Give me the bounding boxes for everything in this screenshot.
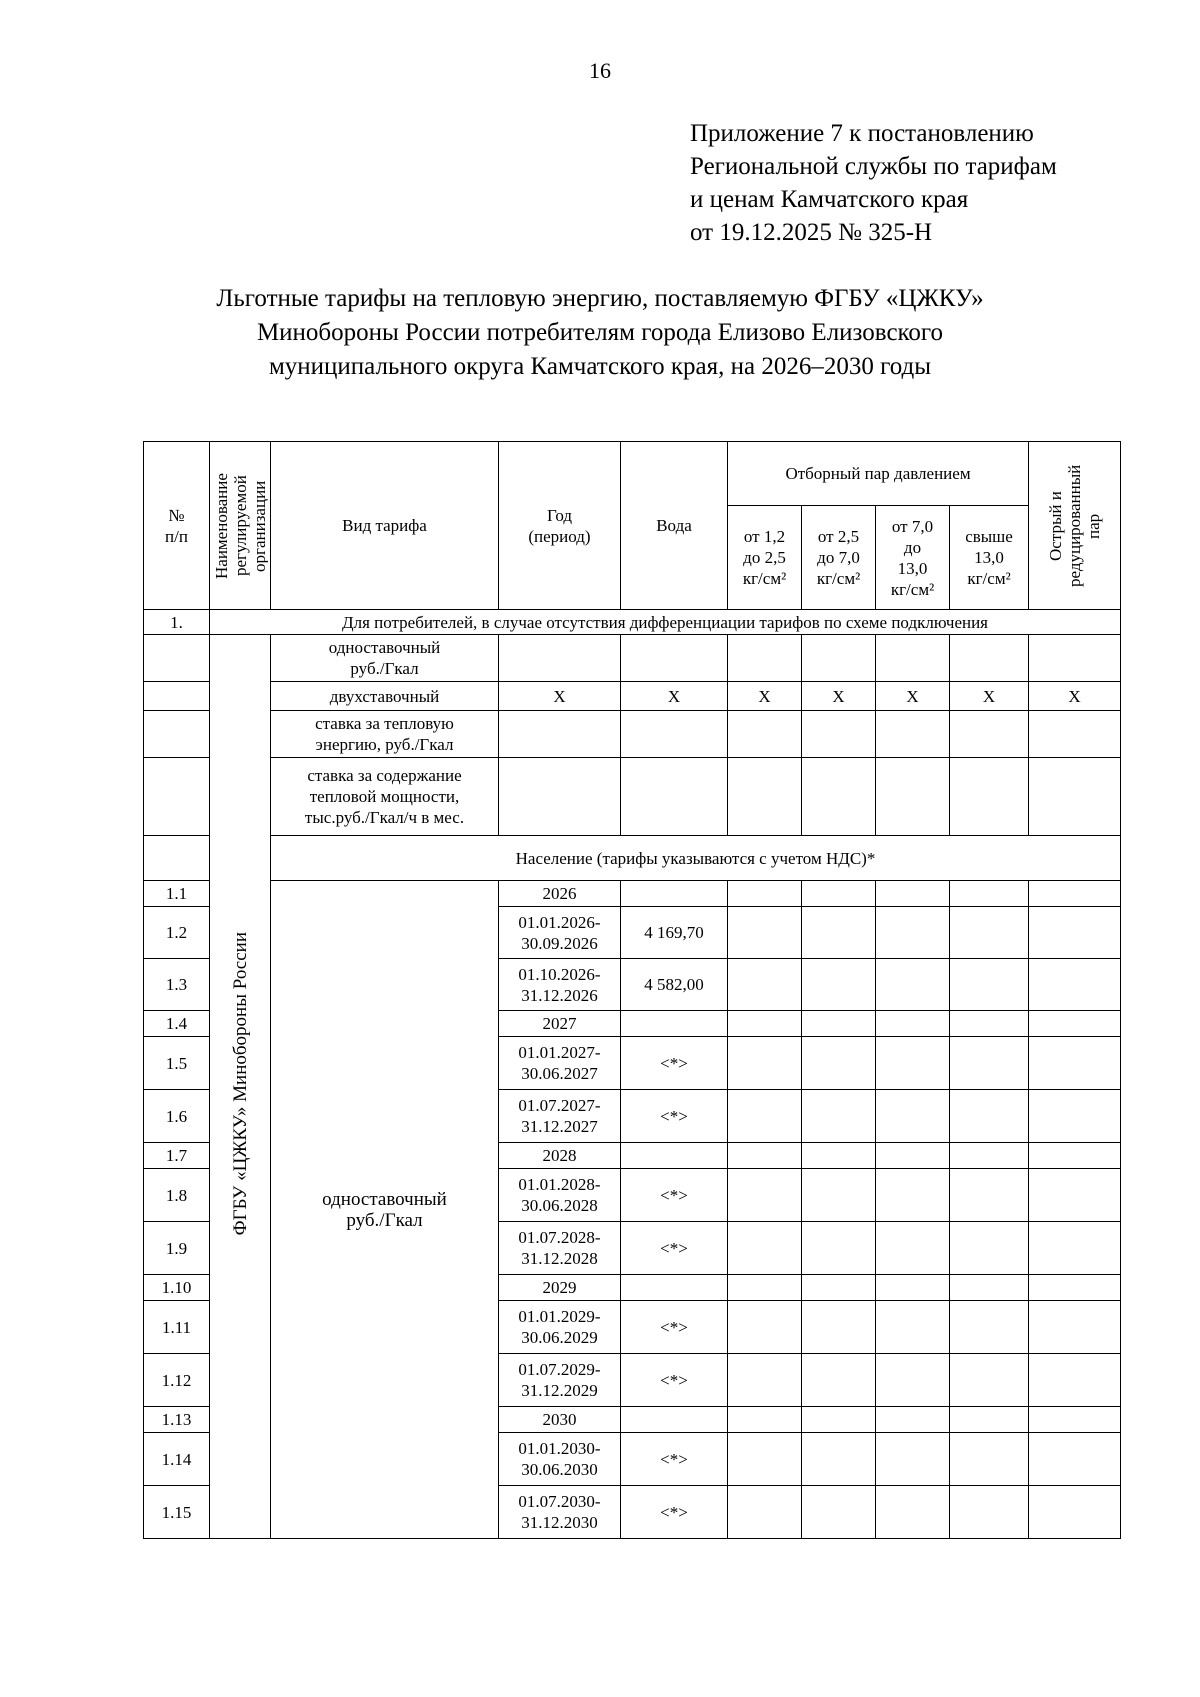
table-cell [1029, 711, 1121, 758]
table-cell [876, 1011, 950, 1037]
table-cell [1029, 1301, 1121, 1354]
row-num: 1.6 [144, 1090, 210, 1143]
table-cell [876, 1090, 950, 1143]
water-value [621, 1011, 728, 1037]
period-range [499, 1433, 621, 1486]
table-cell [728, 1301, 802, 1354]
table-cell [876, 758, 950, 836]
org-name-cell [210, 635, 271, 1539]
table-cell [728, 907, 802, 959]
x-mark: Х [876, 682, 950, 711]
table-cell [1029, 959, 1121, 1011]
table-cell [802, 1407, 876, 1433]
period-end: 30.06.2030 [521, 1460, 598, 1479]
table-cell [728, 881, 802, 907]
period-start: 01.07.2029- [518, 1360, 601, 1379]
x-mark: Х [621, 682, 728, 711]
water-value: <*> [621, 1037, 728, 1090]
table-cell [1029, 1486, 1121, 1539]
table-cell [950, 758, 1029, 836]
x-mark: Х [728, 682, 802, 711]
tariff-capacity-rate: ставка за содержание тепловой мощности, тыс.руб./Гкал/ч в мес. [271, 758, 499, 836]
water-value: 4 169,70 [621, 907, 728, 959]
table-cell [802, 1037, 876, 1090]
header-steam-1: от 1,2 до 2,5 кг/см² [728, 506, 802, 610]
table-cell [1029, 635, 1121, 682]
table-cell [802, 881, 876, 907]
water-value [621, 1275, 728, 1301]
page-number: 16 [589, 58, 611, 83]
table-cell [950, 1275, 1029, 1301]
period-end: 31.12.2028 [521, 1249, 598, 1268]
table-cell [802, 907, 876, 959]
table-cell [144, 758, 210, 836]
x-mark: Х [1029, 682, 1121, 711]
table-cell [499, 635, 621, 682]
table-cell [1029, 1143, 1121, 1169]
header-sharp-steam: Острый и редуцированный пар [1029, 442, 1121, 610]
period-year: 2026 [499, 881, 621, 907]
table-cell [728, 1275, 802, 1301]
table-cell [728, 1143, 802, 1169]
period-start: 01.01.2027- [518, 1043, 601, 1062]
water-value: <*> [621, 1433, 728, 1486]
tariff-single-population [271, 881, 499, 1539]
period-end: 31.12.2027 [521, 1117, 598, 1136]
period-range [499, 907, 621, 959]
header-water: Вода [621, 442, 728, 610]
table-cell [802, 711, 876, 758]
table-cell [802, 1222, 876, 1275]
tariff-double: двухставочный [271, 682, 499, 711]
table-cell [876, 1222, 950, 1275]
table-cell [728, 1486, 802, 1539]
row-num: 1.1 [144, 881, 210, 907]
water-value [621, 1407, 728, 1433]
table-cell [802, 1301, 876, 1354]
header-org: Наименование регулируемой организации [210, 442, 271, 610]
table-cell [728, 1011, 802, 1037]
table-cell [1029, 1037, 1121, 1090]
table-cell [802, 1143, 876, 1169]
table-cell [728, 1222, 802, 1275]
table-cell [802, 758, 876, 836]
period-end: 30.06.2029 [521, 1328, 598, 1347]
table-cell [728, 1354, 802, 1407]
table-cell [1029, 1275, 1121, 1301]
period-year: 2029 [499, 1275, 621, 1301]
table-cell [1029, 881, 1121, 907]
table-cell [728, 1433, 802, 1486]
period-start: 01.01.2030- [518, 1439, 601, 1458]
table-cell [144, 635, 210, 682]
table-cell [876, 1433, 950, 1486]
period-year: 2028 [499, 1143, 621, 1169]
table-cell [144, 836, 210, 881]
table-cell [950, 1090, 1029, 1143]
table-cell [802, 1011, 876, 1037]
water-value: <*> [621, 1486, 728, 1539]
appendix-block [690, 117, 1057, 249]
table-cell [876, 1354, 950, 1407]
table-cell [1029, 758, 1121, 836]
table-cell [950, 1169, 1029, 1222]
header-steam-2: от 2,5 до 7,0 кг/см² [802, 506, 876, 610]
period-start: 01.10.2026- [518, 964, 601, 984]
table-cell [728, 1037, 802, 1090]
water-value: <*> [621, 1222, 728, 1275]
header-steam-group: Отборный пар давлением [728, 442, 1029, 506]
period-range [499, 1037, 621, 1090]
row-num: 1.4 [144, 1011, 210, 1037]
table-cell [1029, 1090, 1121, 1143]
table-cell [499, 711, 621, 758]
period-range [499, 1169, 621, 1222]
table-cell [802, 1486, 876, 1539]
row-num: 1.2 [144, 907, 210, 959]
x-mark: Х [950, 682, 1029, 711]
water-value: <*> [621, 1301, 728, 1354]
table-cell [728, 758, 802, 836]
period-start: 01.01.2028- [518, 1175, 601, 1194]
table-cell [950, 1486, 1029, 1539]
table-cell [950, 1143, 1029, 1169]
table-cell [950, 1301, 1029, 1354]
period-range [499, 1354, 621, 1407]
table-cell [950, 711, 1029, 758]
row-num: 1.13 [144, 1407, 210, 1433]
table-cell [499, 758, 621, 836]
section-title: Для потребителей, в случае отсутствия дифференциации тарифов по схеме подключения [210, 610, 1121, 635]
table-cell [950, 1354, 1029, 1407]
table-cell [950, 959, 1029, 1011]
table-cell [621, 635, 728, 682]
table-cell [876, 1301, 950, 1354]
header-steam-3: от 7,0 до 13,0 кг/см² [876, 506, 950, 610]
period-end: 30.06.2028 [521, 1196, 598, 1215]
title-line: Льготные тарифы на тепловую энергию, поставляемую ФГБУ «ЦЖКУ» [216, 285, 984, 312]
table-cell [950, 1011, 1029, 1037]
table-cell [950, 1222, 1029, 1275]
table-cell [1029, 1433, 1121, 1486]
tariff-heat-rate: ставка за тепловую энергию, руб./Гкал [271, 711, 499, 758]
table-cell [728, 1169, 802, 1222]
header-steam-4: свыше 13,0 кг/см² [950, 506, 1029, 610]
period-end: 30.06.2027 [521, 1064, 598, 1083]
table-cell [621, 758, 728, 836]
table-cell [802, 635, 876, 682]
row-num: 1.8 [144, 1169, 210, 1222]
row-num: 1.3 [144, 959, 210, 1011]
table-cell [876, 959, 950, 1011]
table-cell [1029, 1407, 1121, 1433]
period-start: 01.07.2028- [518, 1228, 601, 1247]
table-cell [144, 682, 210, 711]
table-cell [950, 1037, 1029, 1090]
period-year: 2030 [499, 1407, 621, 1433]
water-value [621, 1143, 728, 1169]
row-num: 1.11 [144, 1301, 210, 1354]
table-cell [876, 635, 950, 682]
period-range [499, 1090, 621, 1143]
table-cell [876, 1486, 950, 1539]
period-range [499, 1486, 621, 1539]
title-line: муниципального округа Камчатского края, на 2026–2030 годы [268, 353, 932, 380]
table-cell [1029, 1222, 1121, 1275]
tariff-label-line: одноставочный [322, 1188, 447, 1210]
table-cell [1029, 1169, 1121, 1222]
table-cell [876, 1143, 950, 1169]
water-value [621, 881, 728, 907]
table-cell [876, 711, 950, 758]
x-mark: Х [499, 682, 621, 711]
table-cell [876, 881, 950, 907]
table-cell [950, 1433, 1029, 1486]
period-range [499, 1301, 621, 1354]
section-num: 1. [144, 610, 210, 635]
table-cell [728, 1090, 802, 1143]
table-cell [802, 1275, 876, 1301]
row-num: 1.7 [144, 1143, 210, 1169]
x-mark: Х [802, 682, 876, 711]
period-end: 30.09.2026 [521, 933, 598, 953]
appendix-line: и ценам Камчатского края [690, 186, 969, 213]
period-end: 31.12.2026 [521, 985, 598, 1005]
table-cell [876, 1037, 950, 1090]
table-cell [950, 881, 1029, 907]
table-cell [802, 1090, 876, 1143]
table-cell [802, 1169, 876, 1222]
header-year: Год (период) [499, 442, 621, 610]
period-start: 01.01.2026- [518, 912, 601, 932]
table-cell [621, 711, 728, 758]
table-cell [802, 959, 876, 1011]
tariff-table [143, 441, 1121, 1539]
table-cell [728, 959, 802, 1011]
table-cell [144, 711, 210, 758]
row-num: 1.5 [144, 1037, 210, 1090]
row-num: 1.14 [144, 1433, 210, 1486]
row-num: 1.12 [144, 1354, 210, 1407]
table-cell [876, 1169, 950, 1222]
table-cell [802, 1354, 876, 1407]
population-heading: Население (тарифы указываются с учетом НДС)* [271, 836, 1121, 881]
row-num: 1.9 [144, 1222, 210, 1275]
table-cell [728, 635, 802, 682]
table-cell [950, 635, 1029, 682]
period-range [499, 1222, 621, 1275]
table-cell [950, 1407, 1029, 1433]
table-cell [876, 907, 950, 959]
table-row [144, 881, 1121, 907]
table-cell [1029, 907, 1121, 959]
water-value: <*> [621, 1354, 728, 1407]
org-name: ФГБУ «ЦЖКУ» Минобороны России [229, 932, 251, 1236]
header-num: № п/п [144, 442, 210, 610]
table-cell [802, 1433, 876, 1486]
tariff-single: одноставочный руб./Гкал [271, 635, 499, 682]
row-num: 1.15 [144, 1486, 210, 1539]
water-value: 4 582,00 [621, 959, 728, 1011]
title-line: Минобороны России потребителям города Елизово Елизовского [256, 319, 944, 346]
appendix-line: от 19.12.2025 № 325-Н [690, 219, 933, 246]
appendix-line: Региональной службы по тарифам [690, 153, 1057, 180]
period-range [499, 959, 621, 1011]
water-value: <*> [621, 1169, 728, 1222]
table-cell [950, 907, 1029, 959]
water-value: <*> [621, 1090, 728, 1143]
table-cell [876, 1407, 950, 1433]
appendix-line: Приложение 7 к постановлению [690, 120, 1034, 147]
table-cell [1029, 1011, 1121, 1037]
document-title [60, 282, 1140, 384]
period-start: 01.07.2027- [518, 1096, 601, 1115]
period-year: 2027 [499, 1011, 621, 1037]
period-end: 31.12.2030 [521, 1513, 598, 1532]
table-cell [728, 711, 802, 758]
tariff-label-line: руб./Гкал [346, 1209, 423, 1231]
table-cell [728, 1407, 802, 1433]
header-tariff-type: Вид тарифа [271, 442, 499, 610]
period-end: 31.12.2029 [521, 1381, 598, 1400]
row-num: 1.10 [144, 1275, 210, 1301]
table-cell [876, 1275, 950, 1301]
table-cell [1029, 1354, 1121, 1407]
period-start: 01.07.2030- [518, 1492, 601, 1511]
period-start: 01.01.2029- [518, 1307, 601, 1326]
